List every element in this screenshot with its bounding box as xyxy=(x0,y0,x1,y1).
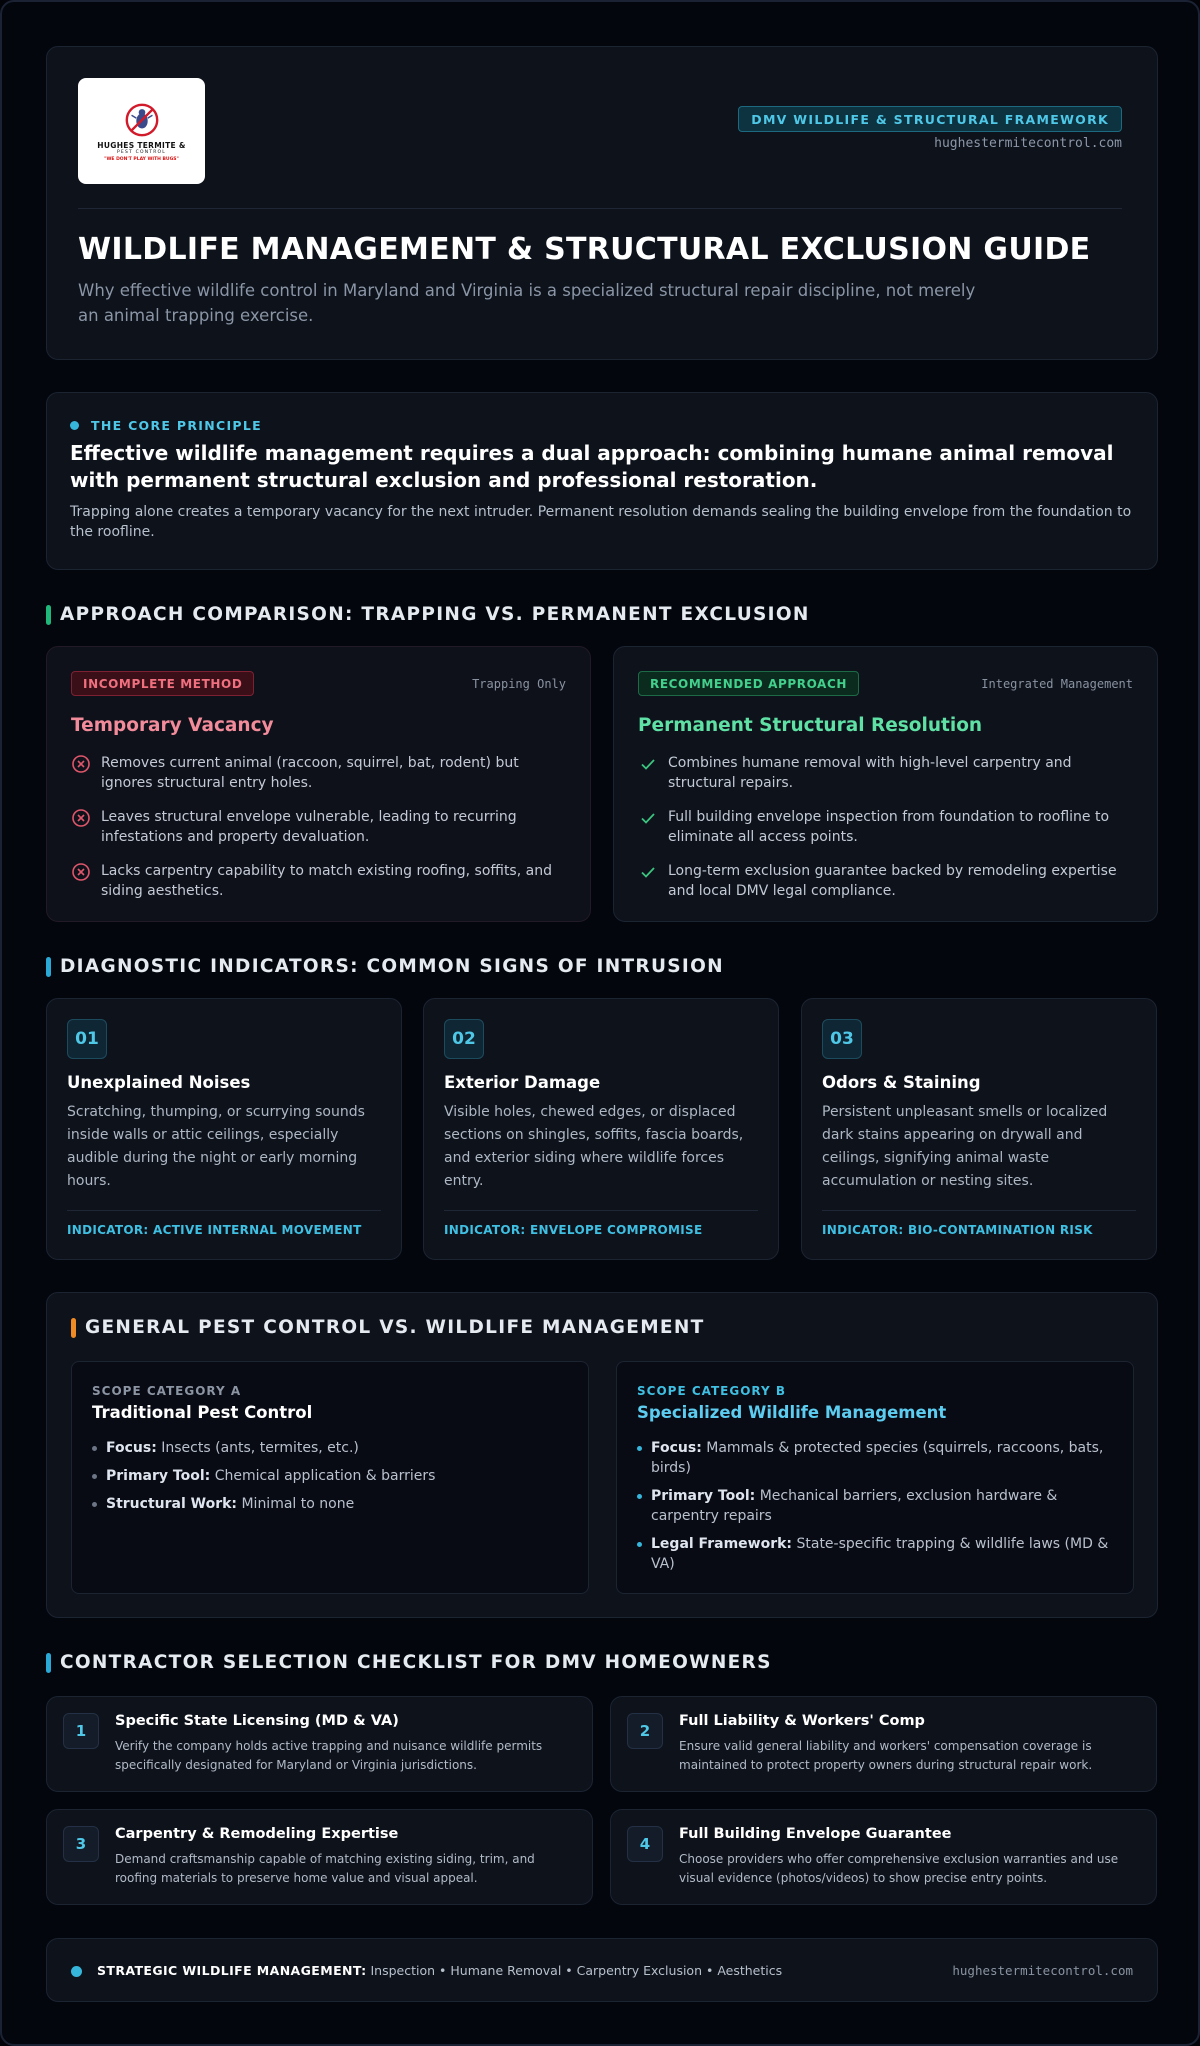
footer-dot-icon xyxy=(71,1966,82,1977)
footer-text: Inspection • Humane Removal • Carpentry Exclusion • Aesthetics xyxy=(370,1963,783,1978)
footer-label: STRATEGIC WILDLIFE MANAGEMENT: xyxy=(97,1963,367,1978)
scope-category-b-card xyxy=(616,1361,1134,1594)
checklist-body: Demand craftsmanship capable of matching existing siding, trim, and roofing materials to preserve home value and visual appeal. xyxy=(115,1852,535,1885)
footer-site-link[interactable]: hughestermitecontrol.com xyxy=(952,1963,1133,1978)
list-item xyxy=(71,753,561,793)
checklist-title: Full Building Envelope Guarantee xyxy=(679,1826,952,1842)
scope-category-a-list xyxy=(92,1438,572,1522)
checklist-item xyxy=(610,1696,1157,1792)
diagnostic-divider xyxy=(67,1210,381,1211)
list-item-text: Insects (ants, termites, etc.) xyxy=(161,1440,359,1456)
incomplete-method-title: Temporary Vacancy xyxy=(71,715,274,736)
principle-dot-icon xyxy=(70,421,79,430)
scope-category-b-label: SCOPE CATEGORY B xyxy=(637,1384,787,1398)
section-accent-bar xyxy=(71,1318,76,1338)
diagnostic-number: 01 xyxy=(67,1019,107,1059)
list-item-text: Leaves structural envelope vulnerable, leading to recurring infestations and property devaluation. xyxy=(101,809,517,845)
bullet-icon xyxy=(92,1438,106,1458)
diagnostic-title: Odors & Staining xyxy=(822,1073,981,1092)
diagnostic-body: Scratching, thumping, or scurrying sounds inside walls or attic ceilings, especially audible during the night or early morning hours. xyxy=(67,1104,365,1189)
diagnostic-title: Unexplained Noises xyxy=(67,1073,251,1092)
check-icon xyxy=(638,808,658,828)
checklist-title: Carpentry & Remodeling Expertise xyxy=(115,1826,399,1842)
scope-category-a-title: Traditional Pest Control xyxy=(92,1403,313,1422)
checklist-item xyxy=(610,1809,1157,1905)
bullet-icon xyxy=(92,1494,106,1514)
list-item-text: Lacks carpentry capability to match existing roofing, soffits, and siding aesthetics. xyxy=(101,863,552,899)
recommended-approach-note: Integrated Management xyxy=(981,677,1133,691)
list-item xyxy=(71,807,561,847)
diagnostic-number: 03 xyxy=(822,1019,862,1059)
company-logo xyxy=(78,78,205,184)
list-item xyxy=(92,1494,572,1514)
bullet-icon xyxy=(637,1534,651,1574)
checklist-title: Specific State Licensing (MD & VA) xyxy=(115,1713,399,1729)
list-item-text: Minimal to none xyxy=(241,1496,355,1512)
list-item-text: Combines humane removal with high-level carpentry and structural repairs. xyxy=(668,755,1072,791)
list-item xyxy=(92,1466,572,1486)
checklist-title-text: CONTRACTOR SELECTION CHECKLIST FOR DMV HOMEOWNERS xyxy=(60,1652,772,1673)
principle-headline: Effective wildlife management requires a dual approach: combining humane animal removal with permanent structural exclusion and professional restoration. xyxy=(70,441,1114,492)
list-item-text: Long-term exclusion guarantee backed by remodeling expertise and local DMV legal compliance. xyxy=(668,863,1117,899)
scope-category-a-card xyxy=(71,1361,589,1594)
section-accent-bar xyxy=(46,605,51,625)
scope-section-title xyxy=(71,1317,705,1338)
list-item xyxy=(92,1438,572,1458)
diagnostic-indicator: INDICATOR: ENVELOPE COMPROMISE xyxy=(444,1223,703,1237)
bug-logo-icon xyxy=(123,101,161,139)
checklist-item xyxy=(46,1696,593,1792)
scope-comparison-card xyxy=(46,1292,1158,1618)
incomplete-method-list xyxy=(71,753,561,915)
principle-tag xyxy=(70,418,262,433)
list-item-text: Full building envelope inspection from foundation to roofline to eliminate all access points. xyxy=(668,809,1110,845)
comparison-title-text: APPROACH COMPARISON: TRAPPING VS. PERMANENT EXCLUSION xyxy=(60,604,810,625)
page-subtitle: Why effective wildlife control in Maryland and Virginia is a specialized structural repair discipline, not merely an animal trapping exercise. xyxy=(78,281,976,325)
diagnostic-body: Visible holes, chewed edges, or displaced sections on shingles, soffits, fascia boards, and exterior siding where wildlife forces entry. xyxy=(444,1104,744,1189)
list-item-text: Mechanical barriers, exclusion hardware & carpentry repairs xyxy=(651,1488,1058,1524)
bullet-icon xyxy=(637,1438,651,1478)
recommended-approach-list xyxy=(638,753,1128,915)
scope-category-a-label: SCOPE CATEGORY A xyxy=(92,1384,242,1398)
site-link[interactable]: hughestermitecontrol.com xyxy=(934,136,1122,151)
logo-tagline: "WE DON'T PLAY WITH BUGS" xyxy=(104,156,179,162)
diagnostic-title: Exterior Damage xyxy=(444,1073,601,1092)
checklist-title: Full Liability & Workers' Comp xyxy=(679,1713,925,1729)
bullet-icon xyxy=(637,1486,651,1526)
diagnostic-card xyxy=(801,998,1157,1260)
logo-line-2: PEST CONTROL xyxy=(117,149,166,155)
recommended-approach-tag: RECOMMENDED APPROACH xyxy=(638,671,859,696)
diagnostic-card xyxy=(46,998,402,1260)
list-item-label: Focus: xyxy=(651,1440,702,1456)
framework-badge: DMV WILDLIFE & STRUCTURAL FRAMEWORK xyxy=(738,106,1122,132)
diagnostics-section-title xyxy=(46,956,724,977)
footer-summary xyxy=(97,1963,782,1978)
diagnostic-number: 02 xyxy=(444,1019,484,1059)
list-item-label: Focus: xyxy=(106,1440,157,1456)
checklist-body: Ensure valid general liability and workers' compensation coverage is maintained to protect property owners during structural repair work. xyxy=(679,1739,1093,1772)
diagnostic-body: Persistent unpleasant smells or localized dark stains appearing on drywall and ceilings, signifying animal waste accumulation or nesting sites. xyxy=(822,1104,1108,1189)
checklist-body: Verify the company holds active trapping and nuisance wildlife permits specifically designated for Maryland or Virginia jurisdictions. xyxy=(115,1739,543,1772)
list-item xyxy=(637,1486,1117,1526)
comparison-section-title xyxy=(46,604,810,625)
scope-category-b-title: Specialized Wildlife Management xyxy=(637,1403,947,1422)
list-item-label: Primary Tool: xyxy=(651,1488,756,1504)
list-item xyxy=(638,753,1128,793)
logo-line-1: HUGHES TERMITE & xyxy=(97,140,186,150)
checklist-number: 3 xyxy=(63,1826,99,1862)
list-item xyxy=(637,1438,1117,1478)
checklist-number: 2 xyxy=(627,1713,663,1749)
checklist-number: 4 xyxy=(627,1826,663,1862)
check-icon xyxy=(638,754,658,774)
checklist-section-title xyxy=(46,1652,772,1673)
section-accent-bar xyxy=(46,1653,51,1673)
checklist-number: 1 xyxy=(63,1713,99,1749)
incomplete-method-tag: INCOMPLETE METHOD xyxy=(71,671,254,696)
recommended-approach-card xyxy=(613,646,1158,922)
incomplete-method-card xyxy=(46,646,591,922)
list-item-text: Chemical application & barriers xyxy=(214,1468,436,1484)
bullet-icon xyxy=(92,1466,106,1486)
list-item-label: Primary Tool: xyxy=(106,1468,211,1484)
principle-tag-label: THE CORE PRINCIPLE xyxy=(91,418,262,433)
check-icon xyxy=(638,862,658,882)
incomplete-method-note: Trapping Only xyxy=(472,677,566,691)
diagnostic-divider xyxy=(444,1210,758,1211)
diagnostic-divider xyxy=(822,1210,1136,1211)
list-item-text: Mammals & protected species (squirrels, raccoons, bats, birds) xyxy=(651,1440,1104,1476)
list-item-label: Legal Framework: xyxy=(651,1536,793,1552)
diagnostic-indicator: INDICATOR: ACTIVE INTERNAL MOVEMENT xyxy=(67,1223,362,1237)
list-item xyxy=(71,861,561,901)
x-circle-icon xyxy=(71,754,91,774)
principle-body: Trapping alone creates a temporary vacancy for the next intruder. Permanent resolution demands sealing the building envelope from the foundation to the roofline. xyxy=(70,504,1132,540)
list-item xyxy=(638,861,1128,901)
hero-divider xyxy=(78,208,1122,209)
footer-bar xyxy=(46,1938,1158,2002)
recommended-approach-title: Permanent Structural Resolution xyxy=(638,715,983,736)
page-title: WILDLIFE MANAGEMENT & STRUCTURAL EXCLUSION GUIDE xyxy=(78,232,1091,267)
checklist-item xyxy=(46,1809,593,1905)
diagnostic-card xyxy=(423,998,779,1260)
list-item-text: Removes current animal (raccoon, squirrel, bat, rodent) but ignores structural entry holes. xyxy=(101,755,519,791)
diagnostics-title-text: DIAGNOSTIC INDICATORS: COMMON SIGNS OF INTRUSION xyxy=(60,956,724,977)
list-item xyxy=(637,1534,1117,1574)
list-item xyxy=(638,807,1128,847)
section-accent-bar xyxy=(46,957,51,977)
scope-title-text: GENERAL PEST CONTROL VS. WILDLIFE MANAGEMENT xyxy=(85,1317,705,1338)
list-item-text: State-specific trapping & wildlife laws (MD & VA) xyxy=(651,1536,1109,1572)
checklist-body: Choose providers who offer comprehensive exclusion warranties and use visual evidence (photos/videos) to show precise entry points. xyxy=(679,1852,1119,1885)
diagnostic-indicator: INDICATOR: BIO-CONTAMINATION RISK xyxy=(822,1223,1093,1237)
list-item-label: Structural Work: xyxy=(106,1496,238,1512)
scope-category-b-list xyxy=(637,1438,1117,1582)
x-circle-icon xyxy=(71,862,91,882)
x-circle-icon xyxy=(71,808,91,828)
